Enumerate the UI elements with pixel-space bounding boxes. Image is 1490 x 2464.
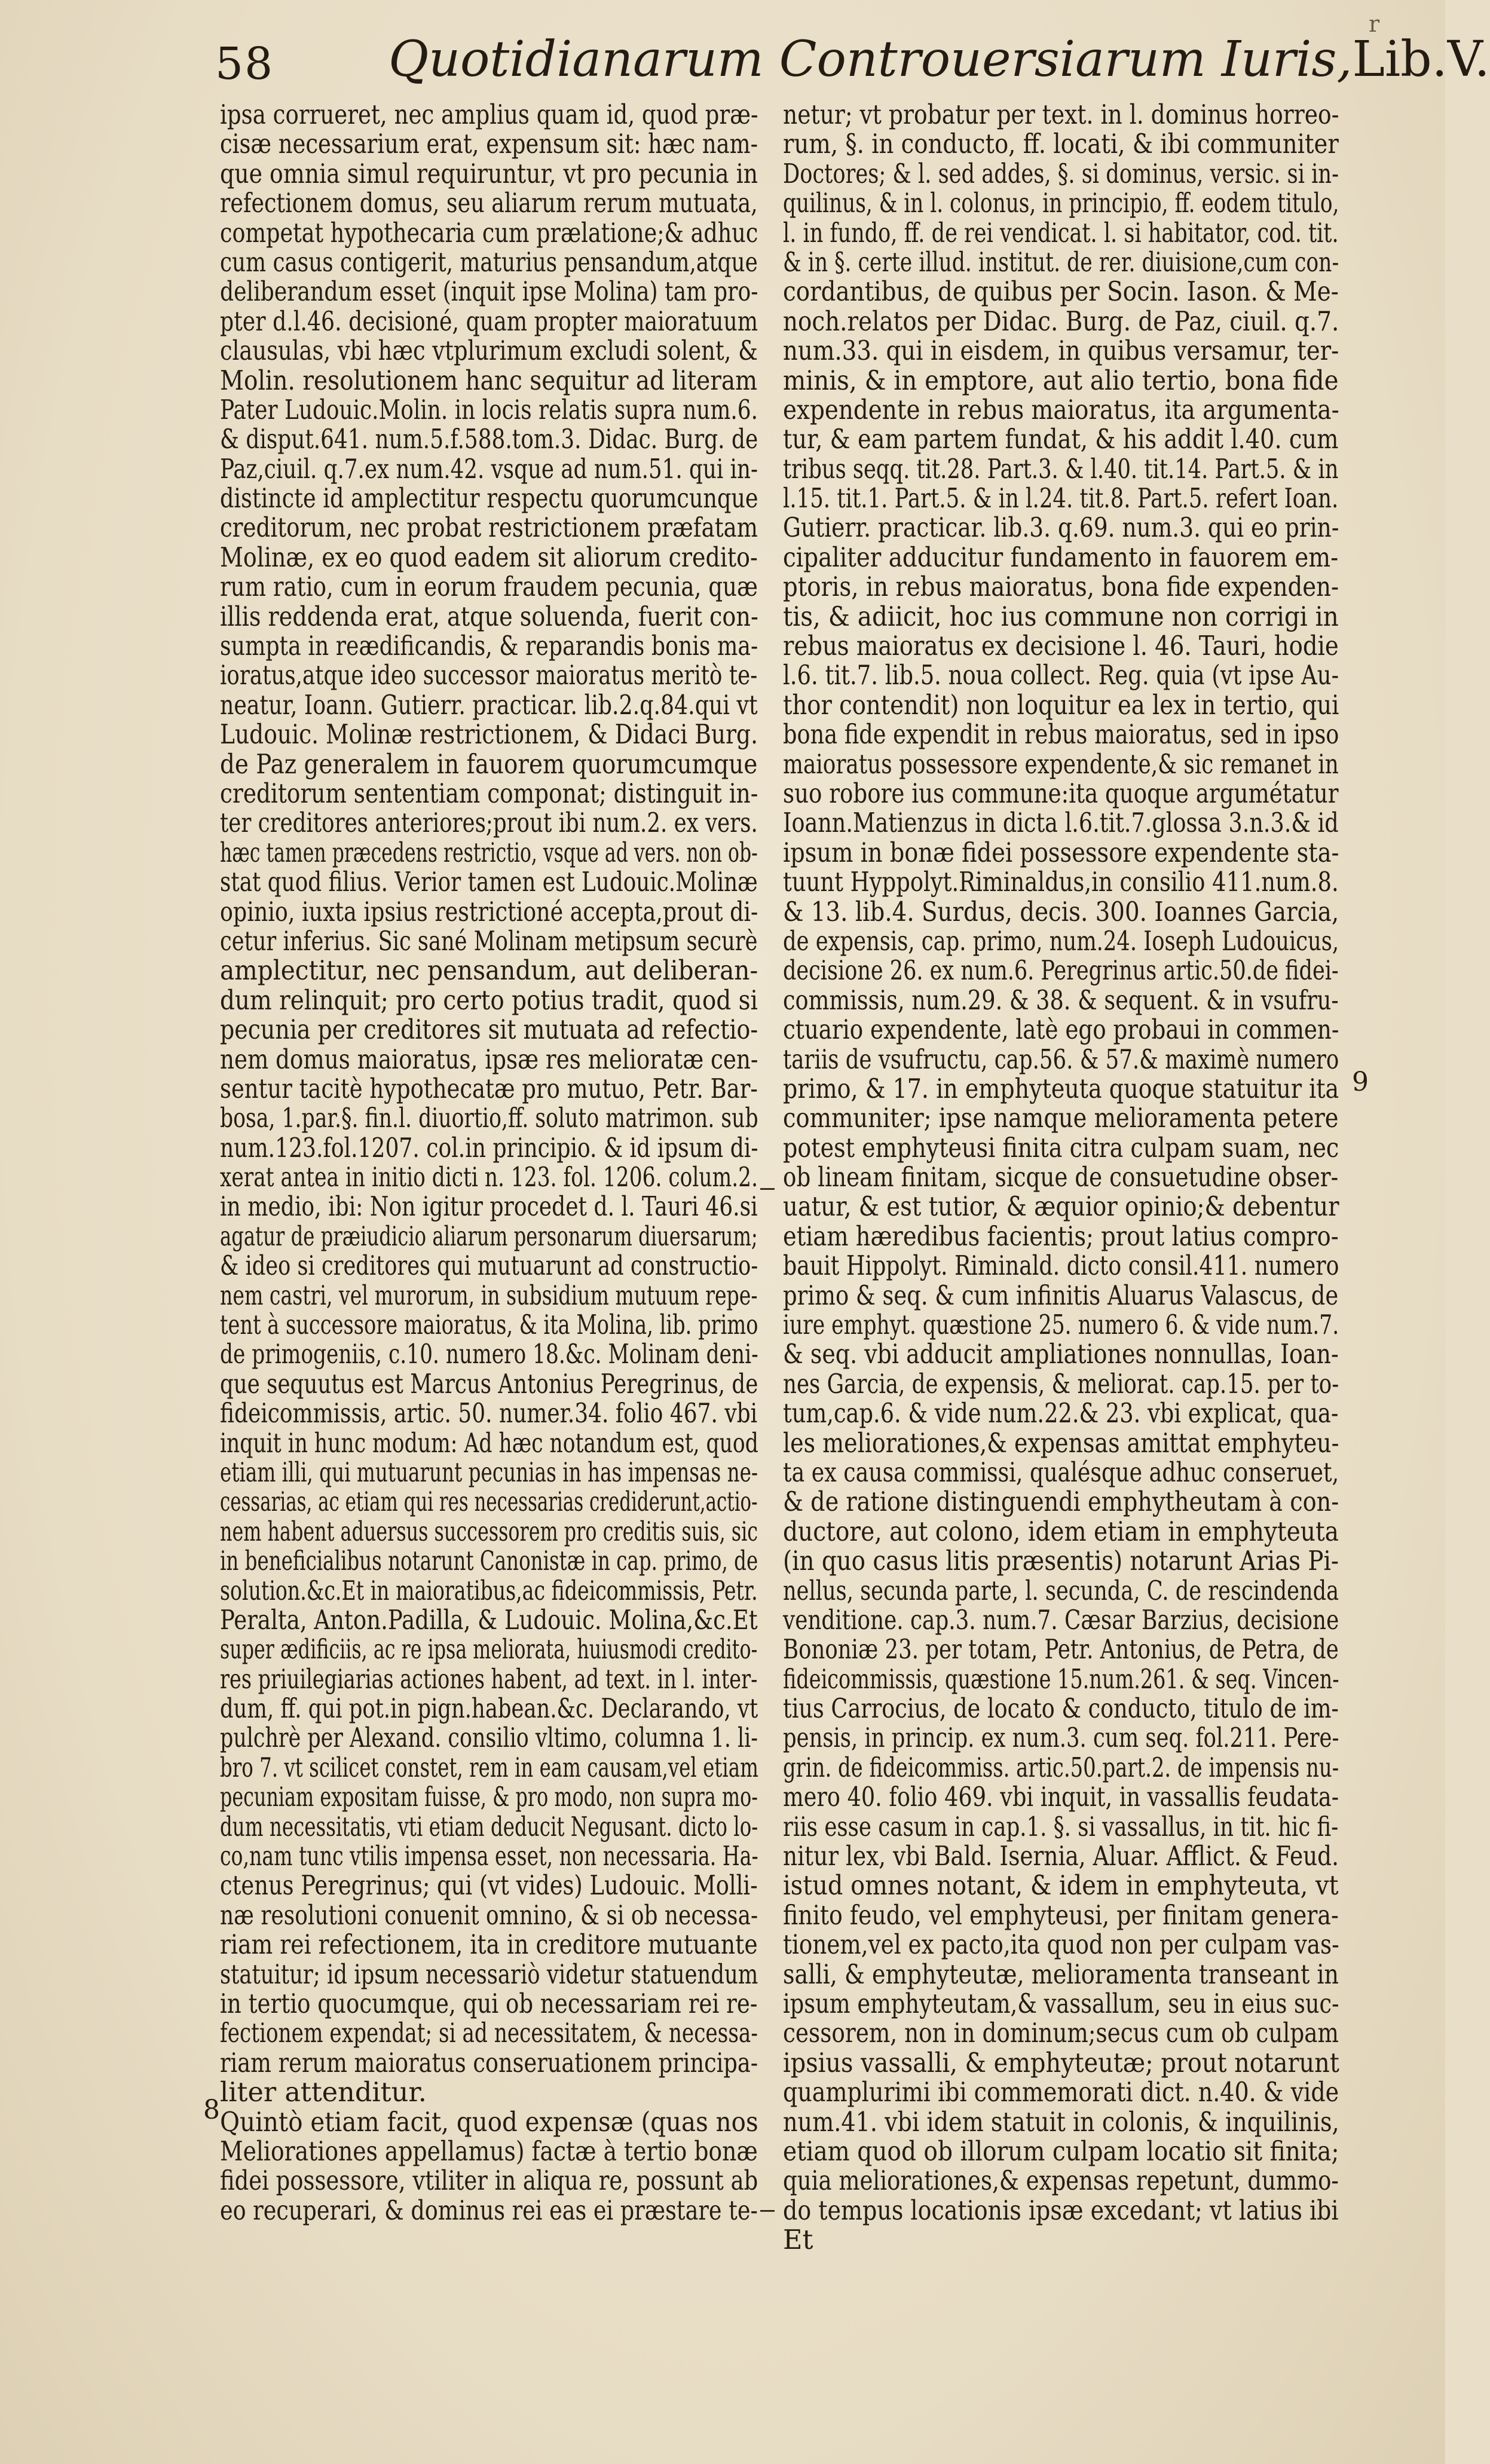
text-line: Gutierr. practicar. lib.3. q.69. num.3. qui eo prin- <box>783 512 1339 544</box>
text-line: quia meliorationes,& expensas repetunt, dummo- <box>783 2165 1339 2197</box>
text-line: rebus maioratus ex decisione l. 46. Tauri, hodie <box>783 630 1339 662</box>
right-text-column <box>783 100 1339 2255</box>
text-line: etiam hæredibus facientis; prout latius compro- <box>783 1220 1339 1252</box>
text-line: do tempus locationis ipsæ excedant; vt latius ibi <box>783 2194 1339 2226</box>
text-line: ta ex causa commissi, qualésque adhuc conseruet, <box>783 1456 1339 1488</box>
text-line: Meliorationes appellamus) factæ à tertio bonæ <box>220 2135 758 2167</box>
text-line: ioratus,atque ideo successor maioratus meritò te- <box>220 660 758 691</box>
text-line: num.123.fol.1207. col.in principio. & id ipsum di- <box>220 1132 758 1164</box>
text-line: nem habent aduersus successorem pro creditis suis, sic <box>220 1516 758 1547</box>
text-line: ctuario expendente, latè ego probaui in commen- <box>783 1014 1339 1046</box>
text-line: ter creditores anteriores;prout ibi num.2. ex vers. <box>220 807 758 839</box>
text-line: bro 7. vt scilicet constet, rem in eam causam,vel etiam <box>220 1752 758 1783</box>
text-line: in beneficialibus notarunt Canonistæ in cap. primo, de <box>220 1545 758 1577</box>
column-divider-mark <box>760 2210 775 2212</box>
text-line: tur, & eam partem fundat, & his addit l.40. cum <box>783 424 1339 455</box>
text-line: tis, & adiicit, hoc ius commune non corrigi in <box>783 601 1339 632</box>
text-line: ipsum in bonæ fidei possessore expendente sta- <box>783 837 1339 868</box>
text-line: cum casus contigerit, maturius pensandum,atque <box>220 246 758 278</box>
text-line: liter attenditur. <box>220 2077 427 2108</box>
text-line: minis, & in emptore, aut alio tertio, bona fide <box>783 365 1339 396</box>
text-line: refectionem domus, seu aliarum rerum mutuata, <box>220 188 758 219</box>
text-line: tribus seqq. tit.28. Part.3. & l.40. tit.14. Part.5. & in <box>783 453 1339 485</box>
text-line: nes Garcia, de expensis, & meliorat. cap.15. per to- <box>783 1368 1339 1400</box>
text-line: fideicommissis, artic. 50. numer.34. folio 467. vbi <box>220 1398 758 1430</box>
text-line: tionem,vel ex pacto,ita quod non per culpam vas- <box>783 1929 1339 1961</box>
text-line: tariis de vsufructu, cap.56. & 57.& maximè numero <box>783 1043 1339 1075</box>
text-line: primo & seq. & cum infinitis Aluarus Valascus, de <box>783 1280 1339 1311</box>
text-line: agatur de præiudicio aliarum personarum diuersarum; <box>220 1220 758 1252</box>
text-line: num.33. qui in eisdem, in quibus versamur, ter- <box>783 335 1339 367</box>
text-line: & de ratione distinguendi emphytheutam à con- <box>783 1486 1339 1518</box>
running-title-text: Quotidianarum Controuersiarum Iuris, <box>388 31 1353 88</box>
text-line: hæc tamen præcedens restrictio, vsque ad vers. non ob- <box>220 837 758 868</box>
text-line: pecunia per creditores sit mutuata ad refectio- <box>220 1014 758 1046</box>
text-line: Molinæ, ex eo quod eadem sit aliorum credito- <box>220 541 758 573</box>
text-line: & ideo si creditores qui mutuarunt ad constructio- <box>220 1250 758 1282</box>
column-divider-mark <box>760 1188 775 1190</box>
text-line: dum relinquit; pro certo potius tradit, quod si <box>220 984 758 1016</box>
text-line: & 13. lib.4. Surdus, decis. 300. Ioannes Garcia, <box>783 896 1339 928</box>
text-line: illis reddenda erat, atque soluenda, fuerit con- <box>220 601 758 632</box>
running-title <box>388 31 1490 88</box>
text-line: de expensis, cap. primo, num.24. Ioseph Ludouicus, <box>783 925 1339 957</box>
text-line: inquit in hunc modum: Ad hæc notandum est, quod <box>220 1427 758 1459</box>
text-line: xerat antea in initio dicti n. 123. fol. 1206. colum.2. <box>220 1162 758 1193</box>
text-line: (in quo casus litis præsentis) notarunt Arias Pi- <box>783 1545 1339 1577</box>
text-line: Quintò etiam facit, quod expensæ (quas nos <box>220 2106 758 2138</box>
text-line: res priuilegiarias actiones habent, ad text. in l. inter- <box>220 1663 758 1695</box>
text-line: netur; vt probatur per text. in l. dominus horreo- <box>783 99 1339 130</box>
text-line: fideicommissis, quæstione 15.num.261. & seq. Vincen- <box>783 1663 1339 1695</box>
margin-number-right: 9 <box>1352 1067 1369 1097</box>
text-line: amplectitur, nec pensandum, aut deliberan- <box>220 955 758 987</box>
text-line: nem domus maioratus, ipsæ res melioratæ cen- <box>220 1043 758 1075</box>
text-line: ipsius vassalli, & emphyteutæ; prout notarunt <box>783 2047 1339 2079</box>
text-line: quamplurimi ibi commemorati dict. n.40. & vide <box>783 2077 1339 2108</box>
text-line: tuunt Hyppolyt.Riminaldus,in consilio 411.num.8. <box>783 867 1339 898</box>
text-line: maioratus possessore expendente,& sic remanet in <box>783 748 1339 780</box>
text-line: Doctores; & l. sed addes, §. si dominus, versic. si in- <box>783 158 1339 189</box>
text-line: les meliorationes,& expensas amittat emphyteu- <box>783 1427 1339 1459</box>
text-line: potest emphyteusi finita citra culpam suam, nec <box>783 1132 1339 1164</box>
text-line: expendente in rebus maioratus, ita argumenta- <box>783 394 1339 426</box>
text-line: commissis, num.29. & 38. & sequent. & in vsufru- <box>783 984 1339 1016</box>
text-line: istud omnes notant, & idem in emphyteuta, vt <box>783 1870 1339 1902</box>
text-line: in medio, ibi: Non igitur procedet d. l. Tauri 46.si <box>220 1191 758 1223</box>
text-line: ipsum emphyteutam,& vassallum, seu in eius suc- <box>783 1988 1339 2019</box>
text-line: suo robore ius commune:ita quoque argumétatur <box>783 778 1339 809</box>
text-line: nem castri, vel murorum, in subsidium mutuum repe- <box>220 1280 758 1311</box>
text-line: Ioann.Matienzus in dicta l.6.tit.7.glossa 3.n.3.& id <box>783 807 1339 839</box>
text-line: riam rei refectionem, ita in creditore mutuante <box>220 1929 758 1961</box>
corner-mark: r <box>1369 11 1380 37</box>
text-line: mero 40. folio 469. vbi inquit, in vassallis feudata- <box>783 1782 1339 1813</box>
text-line: etiam quod ob illorum culpam locatio sit finita; <box>783 2135 1339 2167</box>
text-line: cordantibus, de quibus per Socin. Iason. & Me- <box>783 276 1339 308</box>
text-line: fidei possessore, vtiliter in aliqua re, possunt ab <box>220 2165 758 2197</box>
text-line: creditorum, nec probat restrictionem præfatam <box>220 512 758 544</box>
text-line: nellus, secunda parte, l. secunda, C. de rescindenda <box>783 1575 1339 1606</box>
text-line: riam rerum maioratus conseruationem principa- <box>220 2047 758 2079</box>
text-line: eo recuperari, & dominus rei eas ei præstare te- <box>220 2194 758 2226</box>
text-line: Paz,ciuil. q.7.ex num.42. vsque ad num.51. qui in- <box>220 453 758 485</box>
text-line: bona fide expendit in rebus maioratus, sed in ipso <box>783 719 1339 751</box>
text-line: l.6. tit.7. lib.5. noua collect. Reg. quia (vt ipse Au- <box>783 660 1339 691</box>
text-line: Peralta, Anton.Padilla, & Ludouic. Molina,&c.Et <box>220 1604 758 1636</box>
text-line: uatur, & est tutior, & æquior opinio;& debentur <box>783 1191 1339 1223</box>
text-line: thor contendit) non loquitur ea lex in tertio, qui <box>783 689 1339 721</box>
running-title-book: Lib.V. <box>1352 31 1490 88</box>
text-line: Bononiæ 23. per totam, Petr. Antonius, de Petra, de <box>783 1634 1339 1666</box>
text-line: pecuniam expositam fuisse, & pro modo, non supra mo- <box>220 1782 758 1813</box>
text-line: stat quod filius. Verior tamen est Ludouic.Molinæ <box>220 867 758 898</box>
text-line: neatur, Ioann. Gutierr. practicar. lib.2.q.84.qui vt <box>220 689 758 721</box>
text-line: pter d.l.46. decisioné, quam propter maioratuum <box>220 305 758 337</box>
text-line: sumpta in reædificandis, & reparandis bonis ma- <box>220 630 758 662</box>
text-line: opinio, iuxta ipsius restrictioné accepta,prout di- <box>220 896 758 928</box>
text-line: que sequutus est Marcus Antonius Peregrinus, de <box>220 1368 758 1400</box>
text-line: ductore, aut colono, idem etiam in emphyteuta <box>783 1516 1339 1547</box>
text-line: Et <box>783 2224 813 2256</box>
text-line: ob lineam finitam, sicque de consuetudine obser- <box>783 1162 1339 1193</box>
text-line: riis esse casum in cap.1. §. si vassallus, in tit. hic fi- <box>783 1811 1339 1842</box>
text-line: quilinus, & in l. colonus, in principio, ff. eodem titulo, <box>783 188 1339 219</box>
text-line: tius Carrocius, de locato & conducto, titulo de im- <box>783 1693 1339 1725</box>
text-line: ptoris, in rebus maioratus, bona fide expenden- <box>783 571 1339 603</box>
text-line: finito feudo, vel emphyteusi, per finitam genera- <box>783 1899 1339 1931</box>
text-line: noch.relatos per Didac. Burg. de Paz, ciuil. q.7. <box>783 305 1339 337</box>
text-line: statuitur; id ipsum necessariò videtur statuendum <box>220 1958 758 1990</box>
text-line: næ resolutioni conuenit omnino, & si ob necessa- <box>220 1899 758 1931</box>
text-line: rum, §. in conducto, ff. locati, & ibi communiter <box>783 128 1339 160</box>
text-line: venditione. cap.3. num.7. Cæsar Barzius, decisione <box>783 1604 1339 1636</box>
text-line: de primogeniis, c.10. numero 18.&c. Molinam deni- <box>220 1339 758 1370</box>
text-line: num.41. vbi idem statuit in colonis, & inquilinis, <box>783 2106 1339 2138</box>
text-line: tum,cap.6. & vide num.22.& 23. vbi explicat, qua- <box>783 1398 1339 1430</box>
page-number: 58 <box>215 38 274 90</box>
text-line: cessarias, ac etiam qui res necessarias crediderunt,actio- <box>220 1486 758 1518</box>
text-line: decisione 26. ex num.6. Peregrinus artic.50.de fidei- <box>783 955 1339 987</box>
left-text-column <box>220 100 758 2226</box>
text-line: rum ratio, cum in eorum fraudem pecunia, quæ <box>220 571 758 603</box>
text-line: dum, ff. qui pot.in pign.habean.&c. Declarando, vt <box>220 1693 758 1725</box>
text-line: dum necessitatis, vti etiam deducit Negusant. dicto lo- <box>220 1811 758 1842</box>
text-line: tent à successore maioratus, & ita Molina, lib. primo <box>220 1309 758 1341</box>
text-line: competat hypothecaria cum prælatione;& adhuc <box>220 217 758 249</box>
margin-number-left: 8 <box>203 2095 220 2125</box>
text-line: distincte id amplectitur respectu quorumcunque <box>220 483 758 515</box>
text-line: pensis, in princip. ex num.3. cum seq. fol.211. Pere- <box>783 1722 1339 1754</box>
text-line: l. in fundo, ff. de rei vendicat. l. si habitator, cod. tit. <box>783 217 1339 249</box>
text-line: bauit Hippolyt. Riminald. dicto consil.411. numero <box>783 1250 1339 1282</box>
text-line: deliberandum esset (inquit ipse Molina) tam pro- <box>220 276 758 308</box>
text-line: ipsa corrueret, nec amplius quam id, quod præ- <box>220 99 758 130</box>
text-line: cisæ necessarium erat, expensum sit: hæc nam- <box>220 128 758 160</box>
text-line: clausulas, vbi hæc vtplurimum excludi solent, & <box>220 335 758 367</box>
page-header <box>215 31 1490 103</box>
text-line: co,nam tunc vtilis impensa esset, non necessaria. Ha- <box>220 1841 758 1872</box>
text-line: communiter; ipse namque melioramenta petere <box>783 1103 1339 1134</box>
text-line: iure emphyt. quæstione 25. numero 6. & vide num.7. <box>783 1309 1339 1341</box>
text-line: salli, & emphyteutæ, melioramenta transeant in <box>783 1958 1339 1990</box>
text-line: grin. de fideicommiss. artic.50.part.2. de impensis nu- <box>783 1752 1339 1783</box>
text-line: sentur tacitè hypothecatæ pro mutuo, Petr. Bar- <box>220 1073 758 1104</box>
text-line: primo, & 17. in emphyteuta quoque statuitur ita <box>783 1073 1339 1104</box>
text-line: Ludouic. Molinæ restrictionem, & Didaci Burg. <box>220 719 758 751</box>
text-line: solution.&c.Et in maioratibus,ac fideicommissis, Petr. <box>220 1575 758 1606</box>
text-line: nitur lex, vbi Bald. Isernia, Aluar. Afflict. & Feud. <box>783 1841 1339 1872</box>
text-line: bosa, 1.par.§. fin.l. diuortio,ff. soluto matrimon. sub <box>220 1103 758 1134</box>
text-line: in tertio quocumque, qui ob necessariam rei re- <box>220 1988 758 2019</box>
text-line: cetur inferius. Sic sané Molinam metipsum securè <box>220 925 758 957</box>
text-line: pulchrè per Alexand. consilio vltimo, columna 1. li- <box>220 1722 758 1754</box>
text-line: & seq. vbi adducit ampliationes nonnullas, Ioan- <box>783 1339 1339 1370</box>
text-line: fectionem expendat; si ad necessitatem, & necessa- <box>220 2018 758 2049</box>
text-line: & in §. certe illud. institut. de rer. diuisione,cum con- <box>783 246 1339 278</box>
text-line: Molin. resolutionem hanc sequitur ad literam <box>220 365 758 396</box>
text-line: cessorem, non in dominum;secus cum ob culpam <box>783 2018 1339 2049</box>
text-line: cipaliter adducitur fundamento in fauorem em- <box>783 541 1339 573</box>
text-line: etiam illi, qui mutuarunt pecunias in has impensas ne- <box>220 1456 758 1488</box>
text-line: que omnia simul requiruntur, vt pro pecunia in <box>220 158 758 189</box>
text-line: ctenus Peregrinus; qui (vt vides) Ludouic. Molli- <box>220 1870 758 1902</box>
text-line: Pater Ludouic.Molin. in locis relatis supra num.6. <box>220 394 758 426</box>
text-line: de Paz generalem in fauorem quorumcumque <box>220 748 758 780</box>
text-line: l.15. tit.1. Part.5. & in l.24. tit.8. Part.5. refert Ioan. <box>783 483 1339 515</box>
text-line: & disput.641. num.5.f.588.tom.3. Didac. Burg. de <box>220 424 758 455</box>
text-line: super ædificiis, ac re ipsa meliorata, huiusmodi credito- <box>220 1634 758 1666</box>
text-line: creditorum sententiam componat; distinguit in- <box>220 778 758 809</box>
